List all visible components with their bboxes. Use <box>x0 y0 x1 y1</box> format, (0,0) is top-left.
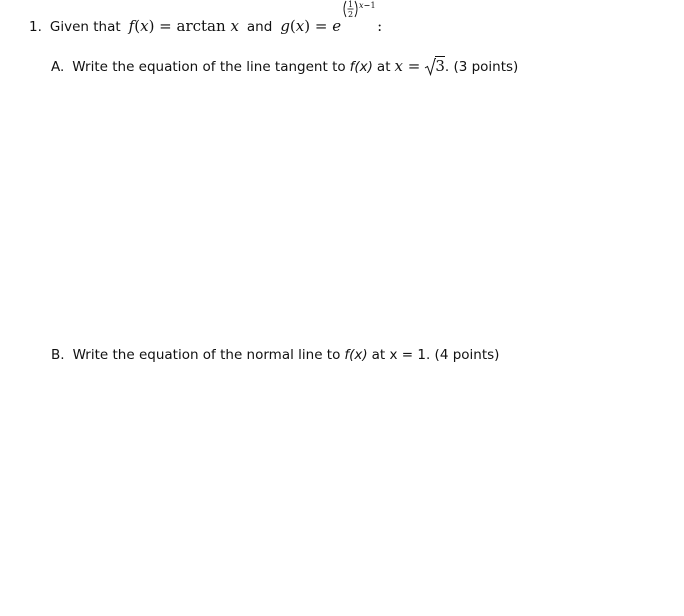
part-b-line <box>51 347 499 363</box>
svg-text:x: x <box>359 1 364 10</box>
question-number: 1. <box>29 19 42 35</box>
part-a-label: A. <box>51 59 65 75</box>
part-a-line <box>51 57 518 75</box>
question-colon: : <box>377 17 383 35</box>
g-definition: g(x) = e <box>280 17 342 35</box>
part-a-x-eq: x = <box>394 57 421 75</box>
sqrt-icon <box>424 57 436 77</box>
sqrt-radicand: 3 <box>435 57 445 75</box>
part-a-points: . (3 points) <box>444 59 519 75</box>
part-b-func: f(x) <box>344 347 368 363</box>
and-word: and <box>246 19 273 35</box>
svg-text:1: 1 <box>348 0 354 9</box>
g-exponent <box>341 0 377 31</box>
question-1-line <box>29 0 383 35</box>
part-a-at: at <box>376 59 391 75</box>
part-b-label: B. <box>51 347 65 363</box>
sqrt-three <box>435 59 445 75</box>
f-definition: f(x) = arctan x <box>128 17 239 35</box>
part-a-func: f(x) <box>349 59 373 75</box>
svg-text:2: 2 <box>348 10 354 19</box>
question-intro: Given that <box>49 19 121 35</box>
exponent-formula-graphic <box>341 0 377 23</box>
part-b-text: Write the equation of the normal line to <box>72 347 341 363</box>
part-a-text: Write the equation of the line tangent to <box>72 59 346 75</box>
part-b-rest: at x = 1. (4 points) <box>371 347 500 363</box>
svg-text:1: 1 <box>370 1 376 10</box>
